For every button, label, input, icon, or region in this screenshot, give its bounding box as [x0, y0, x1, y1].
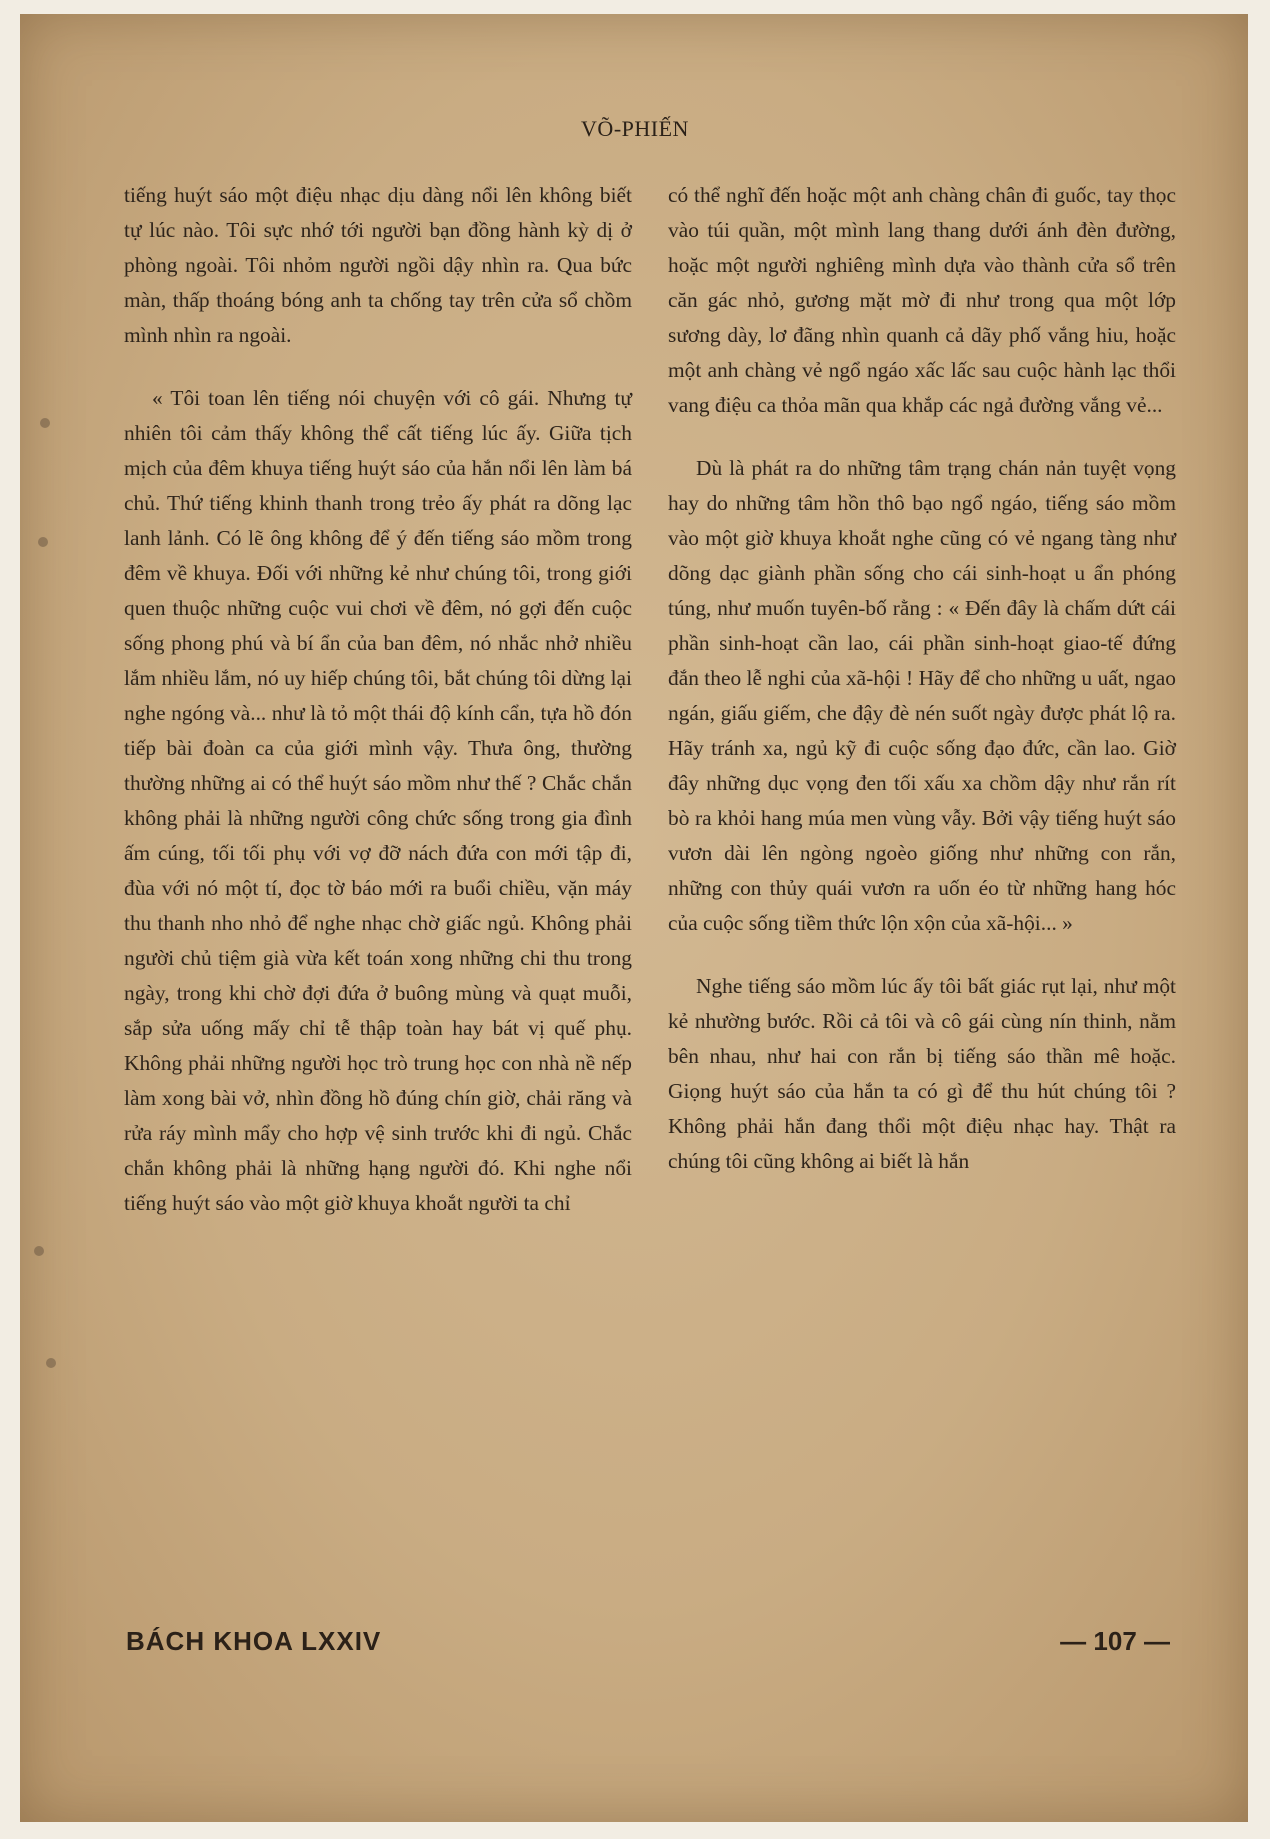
right-column [668, 178, 1176, 1179]
page-speck [34, 1246, 44, 1256]
page-speck [38, 537, 48, 547]
page-number: — 107 — [1060, 1626, 1170, 1656]
right-paragraph-3: Nghe tiếng sáo mồm lúc ấy tôi bất giác rụt lại, như một kẻ nhường bước. Rồi cả tôi và cô gái cùng nín thinh, nằm bên nhau, như hai con rắn bị tiếng sáo thần mê hoặc. Giọng huýt sáo của hắn ta có gì để thu hút chúng tôi ? Không phải hắn đang thổi một điệu nhạc hay. Thật ra chúng tôi cũng không ai biết là hắn [668, 974, 1176, 1173]
magazine-title: BÁCH KHOA LXXIV [126, 1626, 382, 1656]
left-paragraph-2: « Tôi toan lên tiếng nói chuyện với cô gái. Nhưng tự nhiên tôi cảm thấy không thể cất tiếng lúc ấy. Giữa tịch mịch của đêm khuya tiếng huýt sáo của hắn nổi lên làm bá chủ. Thứ tiếng khinh thanh trong trẻo ấy phát ra dõng lạc lanh lảnh. Có lẽ ông không để ý đến tiếng sáo mồm trong đêm về khuya. Đối với những kẻ như chúng tôi, trong giới quen thuộc những cuộc vui chơi về đêm, nó gợi đến cuộc sống phong phú và bí ẩn của ban đêm, nó nhắc nhở nhiều lắm nhiều lắm, nó uy hiếp chúng tôi, bắt chúng tôi dừng lại nghe ngóng và... như là tỏ một thái độ kính cẩn, tựa hồ đón tiếp bài đoàn ca của giới mình vậy. Thưa ông, thường thường những ai có thể huýt sáo mồm như thế ? Chắc chắn không phải là những người công chức sống trong gia đình ấm cúng, tối tối phụ với vợ đỡ nách đứa con mới tập đi, đùa với nó một tí, đọc tờ báo mới ra buổi chiều, vặn máy thu thanh nho nhỏ để nghe nhạc chờ giấc ngủ. Không phải người chủ tiệm già vừa kết toán xong những chi thu trong ngày, trong khi chờ đợi đứa ở buông mùng và quạt muỗi, sắp sửa uống mấy chỉ tễ thập toàn hay bát vị quế phụ. Không phải những người học trò trung học con nhà nề nếp làm xong bài vở, nhìn đồng hồ đúng chín giờ, chải răng và rửa ráy mình mẩy cho hợp vệ sinh trước khi đi ngủ. Chắc chắn không phải là những hạng người đó. Khi nghe nổi tiếng huýt sáo vào một giờ khuya khoắt người ta chỉ [124, 386, 632, 1215]
page-speck [40, 418, 50, 428]
left-column [124, 178, 632, 1221]
left-paragraph-1: tiếng huýt sáo một điệu nhạc dịu dàng nổi lên không biết tự lúc nào. Tôi sực nhớ tới người bạn đồng hành kỳ dị ở phòng ngoài. Tôi nhỏm người ngồi dậy nhìn ra. Qua bức màn, thấp thoáng bóng anh ta chống tay trên cửa sổ chồm mình nhìn ra ngoài. [124, 183, 632, 347]
running-header: VÕ-PHIẾN [581, 116, 689, 141]
right-paragraph-2: Dù là phát ra do những tâm trạng chán nản tuyệt vọng hay do những tâm hồn thô bạo ngổ ngáo, tiếng sáo mồm vào một giờ khuya khoắt nghe cũng có vẻ ngang tàng như dõng dạc giành phần sống cho cái sinh-hoạt u ẩn phóng túng, như muốn tuyên-bố rằng : « Đến đây là chấm dứt cái phần sinh-hoạt cần lao, cái phần sinh-hoạt giao-tế đứng đắn theo lễ nghi của xã-hội ! Hãy để cho những u uất, ngao ngán, giấu giếm, che đậy đè nén suốt ngày được phát lộ ra. Hãy tránh xa, ngủ kỹ đi cuộc sống đạo đức, cần lao. Giờ đây những dục vọng đen tối xấu xa chồm dậy như rắn rít bò ra khỏi hang múa men vùng vẫy. Bởi vậy tiếng huýt sáo vươn dài lên ngòng ngoèo giống như những con rắn, những con thủy quái vươn ra uốn éo từ những hang hóc của cuộc sống tiềm thức lộn xộn của xã-hội... » [668, 456, 1176, 935]
right-paragraph-1: có thể nghĩ đến hoặc một anh chàng chân đi guốc, tay thọc vào túi quần, một mình lang thang dưới ánh đèn đường, hoặc một người nghiêng mình dựa vào thành cửa sổ trên căn gác nhỏ, gương mặt mờ đi như trong qua một lớp sương dày, lơ đãng nhìn quanh cả dãy phố vắng hiu, hoặc một anh chàng vẻ ngổ ngáo xấc lấc sau cuộc hành lạc thổi vang điệu ca thỏa mãn qua khắp các ngả đường vắng vẻ... [668, 183, 1176, 417]
page-speck [46, 1358, 56, 1368]
